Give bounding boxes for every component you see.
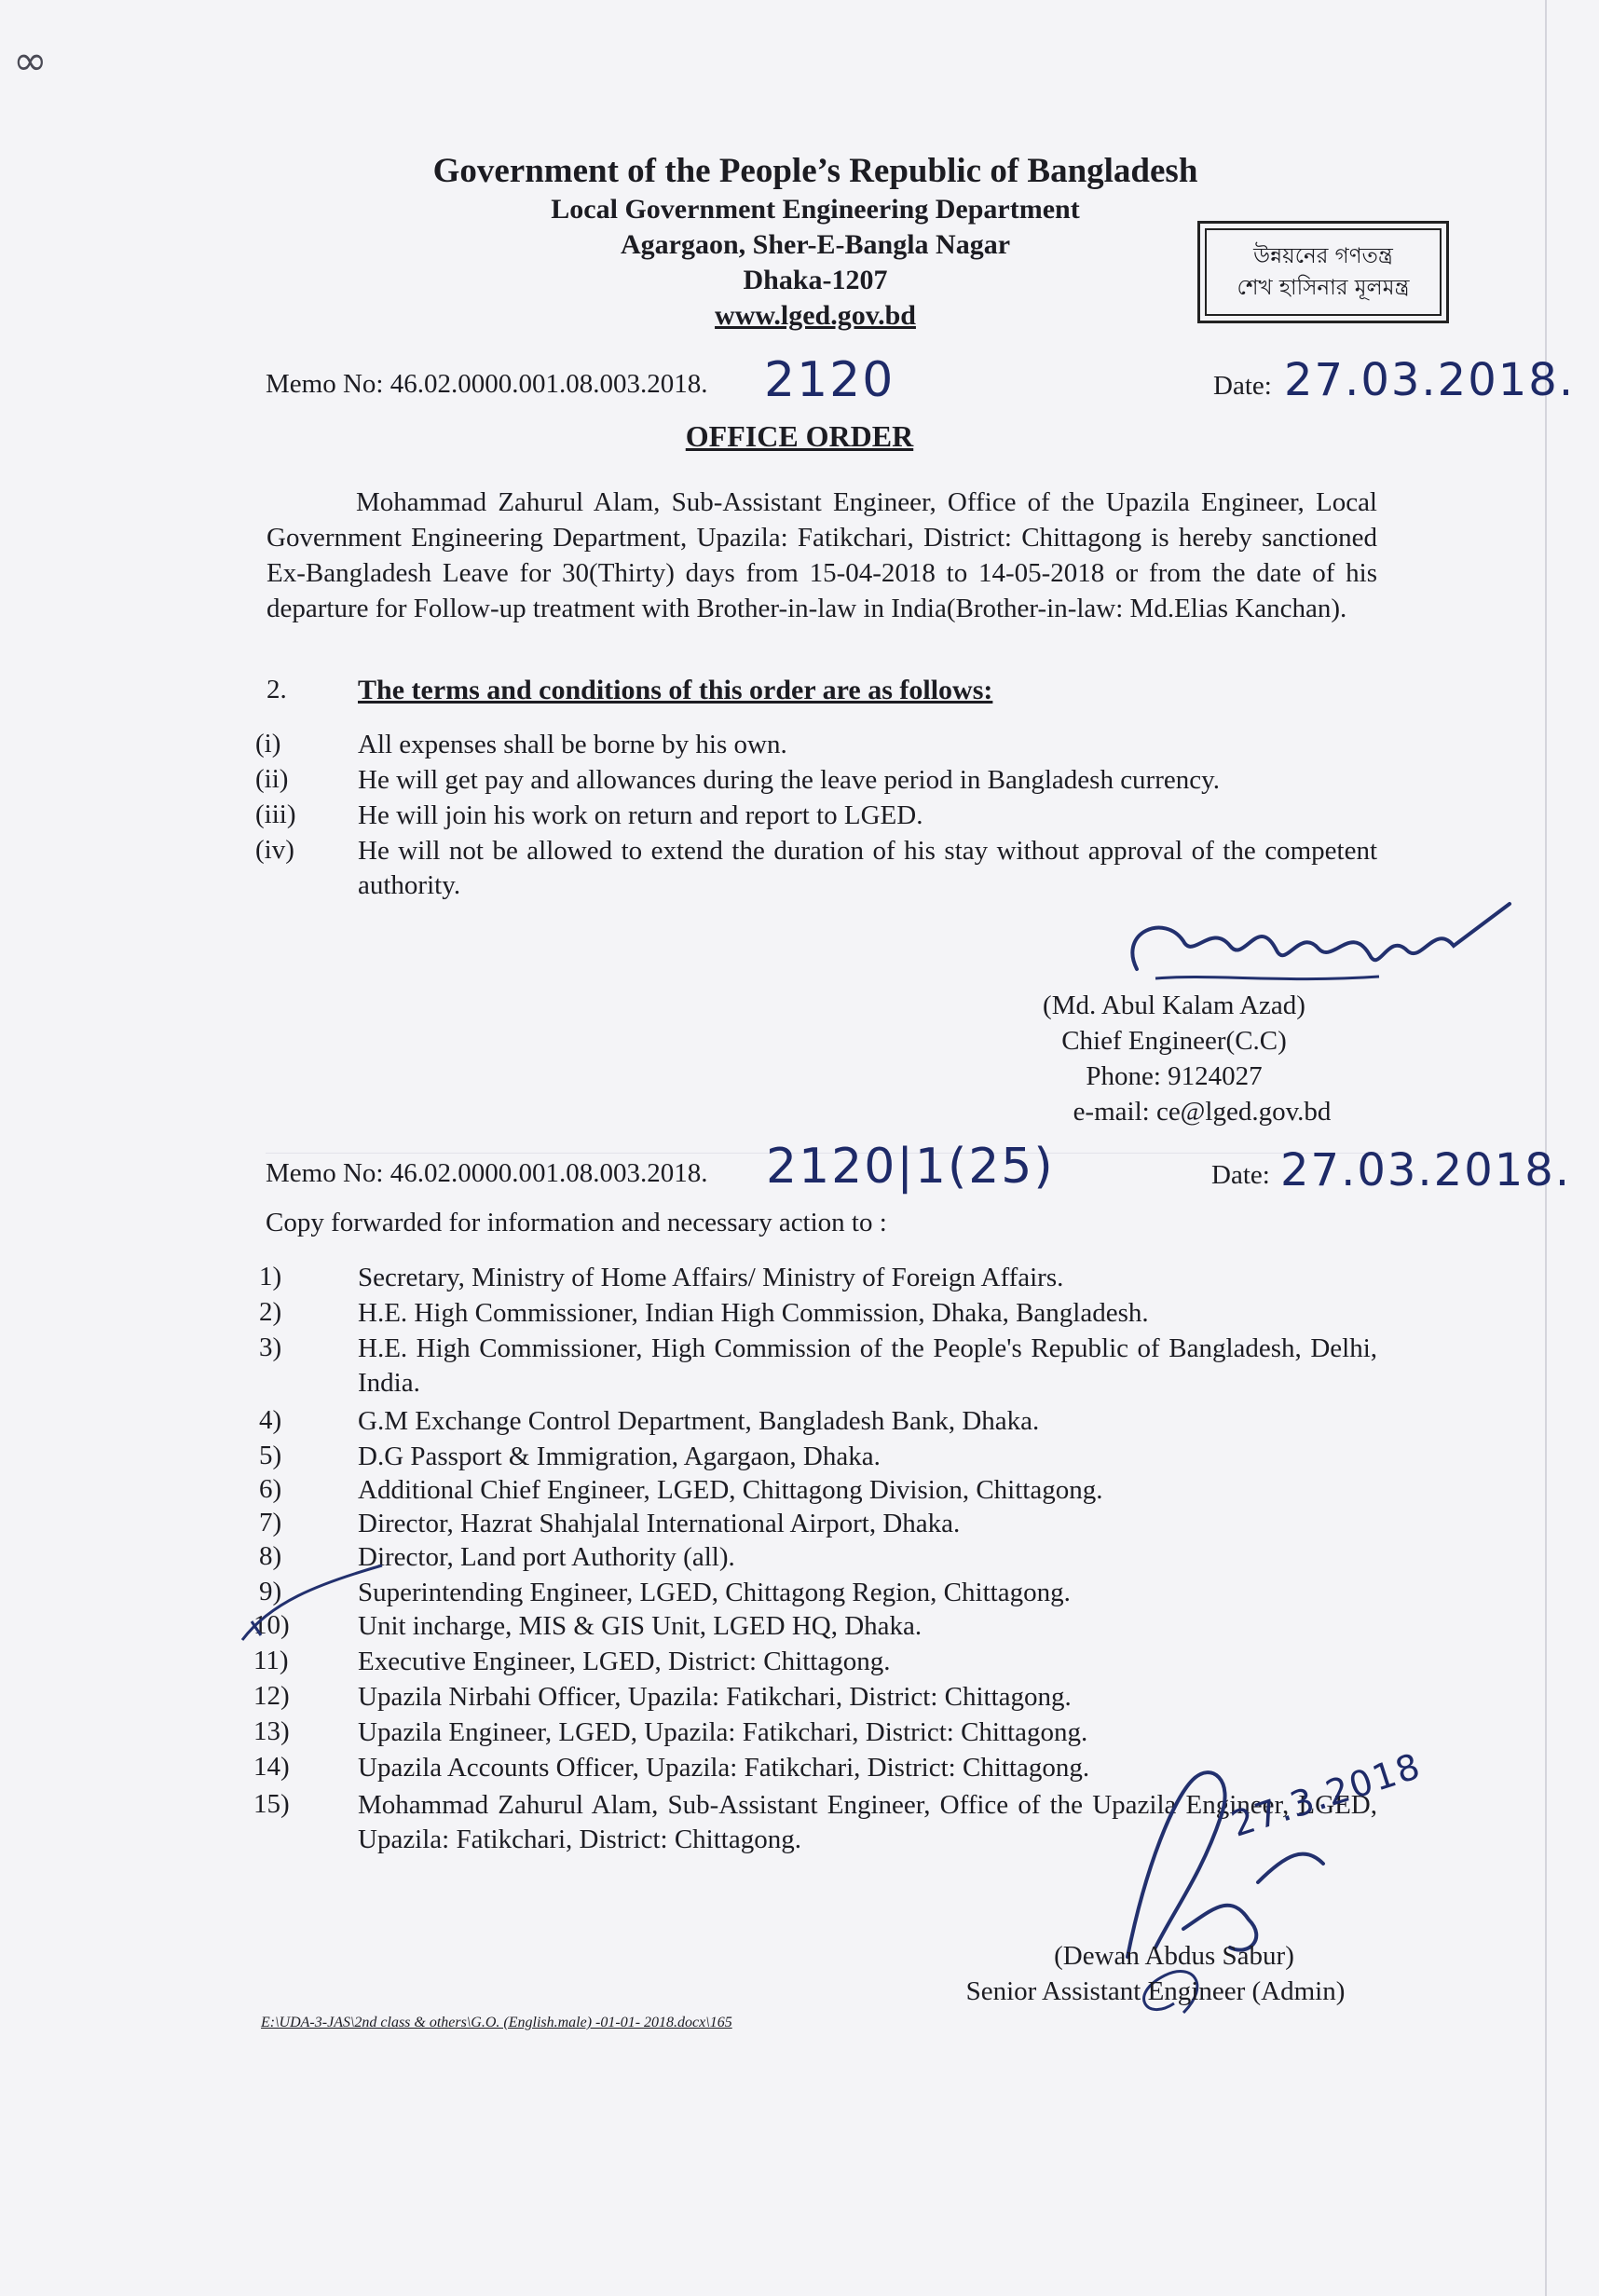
recipient-num: 8) <box>259 1541 282 1571</box>
recipient-text: Director, Hazrat Shahjalal International Airport, Dhaka. <box>358 1509 961 1538</box>
recipient-num: 4) <box>259 1405 282 1435</box>
recipient-num: 3) <box>259 1332 282 1362</box>
recipient-text: Superintending Engineer, LGED, Chittagong Region, Chittagong. <box>358 1578 1071 1607</box>
header-department: Local Government Engineering Department <box>551 194 1080 225</box>
header-title: Government of the People’s Republic of Bangladesh <box>432 152 1198 190</box>
term-text: All expenses shall be borne by his own. <box>358 730 787 759</box>
body-paragraph: Mohammad Zahurul Alam, Sub-Assistant Engineer, Office of the Upazila Engineer, Local Government Engineering Department, Upazila: Fatikchari, District: Chittagong is hereby sanctioned Ex-Bangladesh Leave for 30(Thirty) days from 15-04-2018 to 14-05-2018 or from the date of his departure for Follow-up treatment with Brother-in-law in India(Brother-in-law: Md.Elias Kanchan). <box>266 487 1377 623</box>
stamp-line-2: শেখ হাসিনার মূলমন্ত্র <box>1237 276 1410 300</box>
memo2-handwritten-number: 2120|1(25) <box>766 1139 1055 1195</box>
header-city: Dhaka-1207 <box>743 265 888 295</box>
recipient-text: Additional Chief Engineer, LGED, Chittagong Division, Chittagong. <box>358 1475 1103 1505</box>
recipient-num: 14) <box>253 1752 290 1782</box>
memo2-date-label: Date: <box>1211 1160 1270 1190</box>
footer-file-path: E:\UDA-3-JAS\2nd class & others\G.O. (English.male) -01-01- 2018.docx\165 <box>261 2015 732 2030</box>
recipient-num: 13) <box>253 1716 290 1746</box>
recipient-text: G.M Exchange Control Department, Bangladesh Bank, Dhaka. <box>358 1406 1040 1436</box>
recipient-text: Upazila Accounts Officer, Upazila: Fatikchari, District: Chittagong. <box>358 1753 1090 1783</box>
recipient-text: Director, Land port Authority (all). <box>358 1542 735 1572</box>
signatory2-handwritten-date: 27.3.2018 <box>1226 1744 1427 1845</box>
term-text: He will get pay and allowances during the leave period in Bangladesh currency. <box>358 765 1220 795</box>
term-num: (ii) <box>255 764 289 794</box>
recipient-num: 6) <box>259 1474 282 1504</box>
recipient-text: Executive Engineer, LGED, District: Chittagong. <box>358 1647 891 1676</box>
recipient-text: Upazila Engineer, LGED, Upazila: Fatikchari, District: Chittagong. <box>358 1717 1088 1747</box>
recipient-num: 1) <box>259 1262 282 1292</box>
recipient-num: 10) <box>253 1610 290 1640</box>
recipient-text: Secretary, Ministry of Home Affairs/ Ministry of Foreign Affairs. <box>358 1263 1064 1292</box>
handwritten-tick-marks <box>233 1547 419 1649</box>
recipient-num: 11) <box>253 1646 289 1675</box>
term-num: (iv) <box>255 835 294 865</box>
terms-number: 2. <box>266 675 287 704</box>
signatory1-phone: Phone: 9124027 <box>1086 1061 1263 1091</box>
recipient-num: 12) <box>253 1681 290 1711</box>
office-order-title: OFFICE ORDER <box>685 419 914 453</box>
signatory1-designation: Chief Engineer(C.C) <box>1061 1026 1287 1056</box>
term-text: He will join his work on return and report to LGED. <box>358 800 923 830</box>
memo1-label: Memo No: 46.02.0000.001.08.003.2018. <box>266 369 708 399</box>
copy-intro: Copy forwarded for information and necessary action to : <box>266 1208 887 1237</box>
recipient-text: Unit incharge, MIS & GIS Unit, LGED HQ, Dhaka. <box>358 1611 922 1641</box>
memo1-handwritten-number: 2120 <box>764 352 895 408</box>
recipient-text: H.E. High Commissioner, Indian High Commission, Dhaka, Bangladesh. <box>358 1298 1149 1328</box>
header-website: www.lged.gov.bd <box>715 300 916 331</box>
stamp-line-1: উন্নয়নের গণতন্ত্র <box>1253 244 1393 268</box>
term-text: He will not be allowed to extend the duration of his stay without approval of the competent authority. <box>358 836 1377 900</box>
recipient-num: 2) <box>259 1297 282 1327</box>
recipient-text: H.E. High Commissioner, High Commission of the People's Republic of Bangladesh, Delhi, India. <box>358 1333 1377 1398</box>
memo1-handwritten-date: 27.03.2018. <box>1284 354 1576 406</box>
signatory1-email: e-mail: ce@lged.gov.bd <box>1073 1097 1332 1127</box>
recipient-num: 9) <box>259 1577 282 1606</box>
recipient-num: 15) <box>253 1789 290 1819</box>
term-num: (i) <box>255 729 281 758</box>
memo2-handwritten-date: 27.03.2018. <box>1280 1144 1572 1196</box>
signatory2-name: (Dewan Abdus Sabur) <box>1054 1941 1294 1971</box>
recipient-num: 7) <box>259 1508 282 1538</box>
header-address: Agargaon, Sher-E-Bangla Nagar <box>620 229 1011 260</box>
corner-handwritten-mark: ∞ <box>13 37 48 85</box>
term-num: (iii) <box>255 800 296 829</box>
recipient-text: Mohammad Zahurul Alam, Sub-Assistant Engineer, Office of the Upazila Engineer, LGED, Upazila: Fatikchari, District: Chittagong. <box>358 1790 1377 1854</box>
memo2-label: Memo No: 46.02.0000.001.08.003.2018. <box>266 1158 708 1188</box>
recipient-text: D.G Passport & Immigration, Agargaon, Dhaka. <box>358 1442 881 1471</box>
slogan-stamp-box <box>1197 221 1449 323</box>
terms-heading: The terms and conditions of this order are as follows: <box>358 675 993 705</box>
memo1-date-label: Date: <box>1213 371 1272 401</box>
signatory1-name: (Md. Abul Kalam Azad) <box>1043 991 1305 1020</box>
recipient-text: Upazila Nirbahi Officer, Upazila: Fatikchari, District: Chittagong. <box>358 1682 1072 1712</box>
recipient-num: 5) <box>259 1441 282 1470</box>
signatory2-designation: Senior Assistant Engineer (Admin) <box>965 1976 1346 2006</box>
